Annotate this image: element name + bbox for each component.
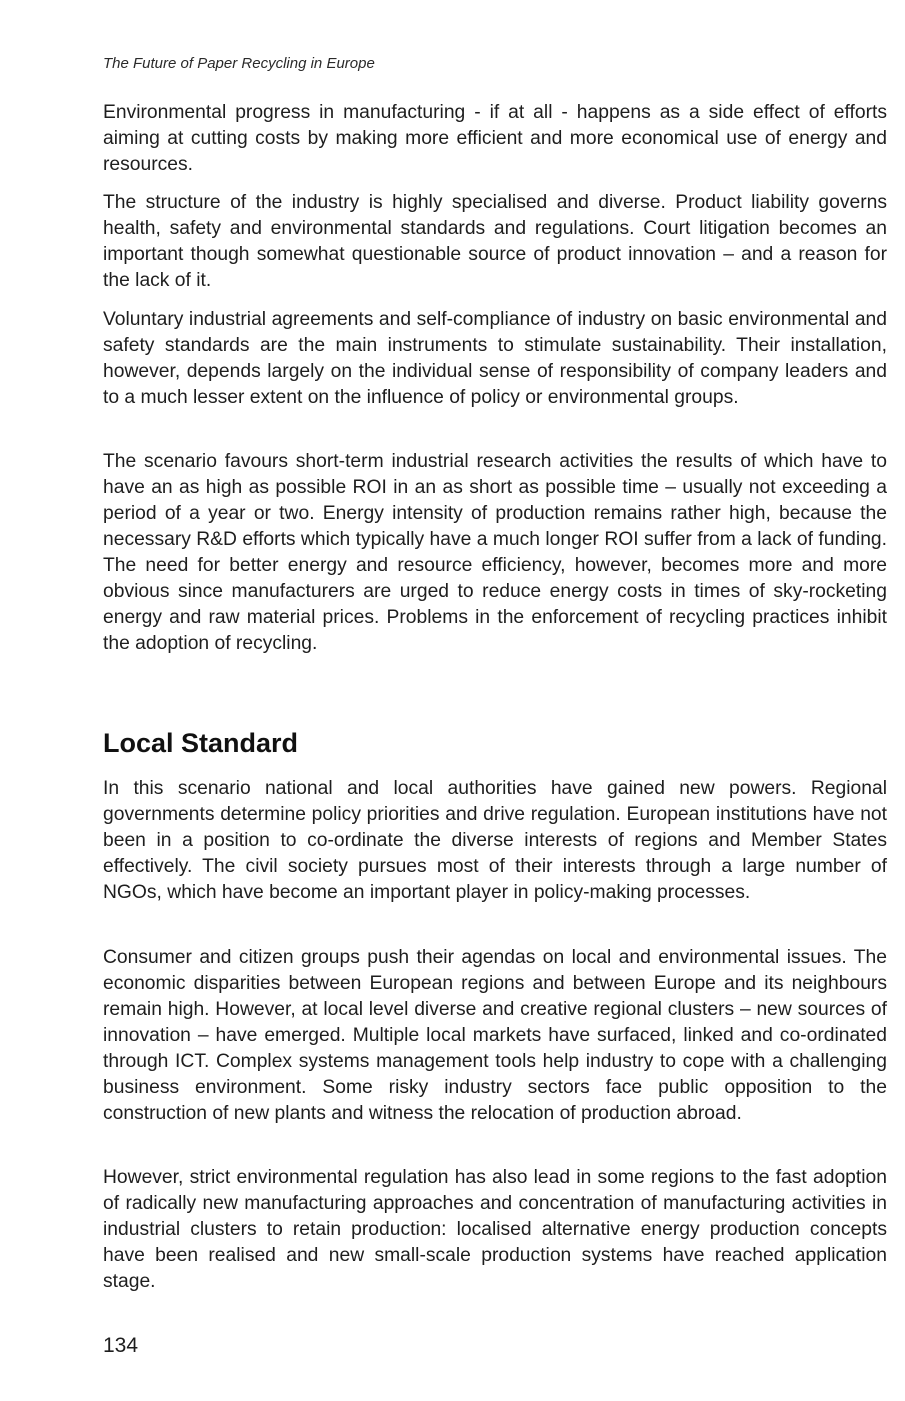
paragraph-industry-structure: The structure of the industry is highly specialised and diverse. Product liability governs health, safety and environmental standards and regulations. Court litigation becomes an important though somewhat questionable source of product innovation – and a reason for the lack of it. [103, 192, 887, 291]
paragraph-environmental-regulation: However, strict environmental regulation has also lead in some regions to the fast adoption of radically new manufacturing approaches and concentration of manufacturing activities in industrial clusters to retain production: localised alternative energy production concepts have been realised and new small-scale production systems have reached application stage. [103, 1167, 887, 1292]
running-header: The Future of Paper Recycling in Europe [103, 55, 375, 72]
paragraph-consumer-groups: Consumer and citizen groups push their agendas on local and environmental issues. The economic disparities between European regions and between Europe and its neighbours remain high. However, at local level diverse and creative regional clusters – new sources of innovation – have emerged. Multiple local markets have surfaced, linked and co-ordinated through ICT. Complex systems management tools help industry to cope with a challenging business environment. Some risky industry sectors face public opposition to the construction of new plants and witness the relocation of production abroad. [103, 947, 887, 1124]
section-heading-local-standard: Local Standard [103, 728, 299, 758]
page-number: 134 [103, 1334, 139, 1357]
paragraph-short-term-research: The scenario favours short-term industrial research activities the results of which have to have an as high as possible ROI in an as short as possible time – usually not exceeding a period of a year or two. Energy intensity of production remains rather high, because the necessary R&D efforts which typically have a much longer ROI suffer from a lack of funding. The need for better energy and resource efficiency, however, becomes more and more obvious since manufacturers are urged to reduce energy costs in times of sky-rocketing energy and raw material prices. Problems in the enforcement of recycling practices inhibit the adoption of recycling. [103, 451, 887, 654]
paragraph-local-authorities: In this scenario national and local authorities have gained new powers. Regional governments determine policy priorities and drive regulation. European institutions have not been in a position to co-ordinate the diverse interests of regions and Member States effectively. The civil society pursues most of their interests through a large number of NGOs, which have become an important player in policy-making processes. [103, 778, 887, 903]
paragraph-voluntary-agreements: Voluntary industrial agreements and self-compliance of industry on basic environmental and safety standards are the main instruments to stimulate sustainability. Their installation, however, depends largely on the individual sense of responsibility of company leaders and to a much lesser extent on the influence of policy or environmental groups. [103, 309, 887, 408]
paragraph-environmental-progress: Environmental progress in manufacturing - if at all - happens as a side effect of efforts aiming at cutting costs by making more efficient and more economical use of energy and resources. [103, 102, 887, 175]
